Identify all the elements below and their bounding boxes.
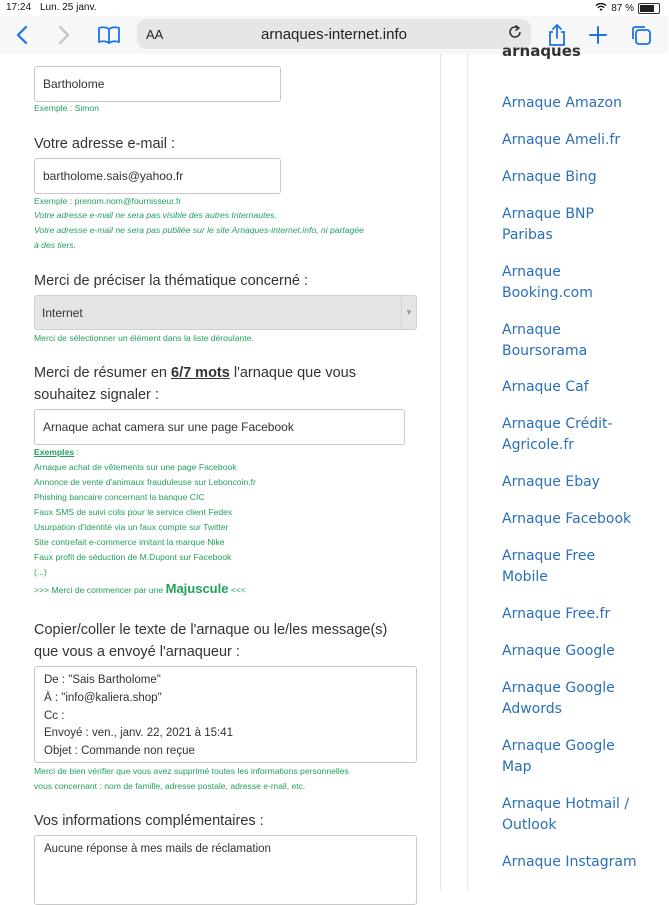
- back-button[interactable]: [10, 20, 34, 50]
- extra-info-textarea[interactable]: [34, 835, 417, 905]
- theme-hint: Merci de sélectionner un élément dans la liste déroulante.: [34, 333, 254, 343]
- sidebar-link[interactable]: Arnaque Caf: [502, 379, 589, 395]
- example-item: Annonce de vente d'animaux frauduleuse sur Leboncoin.fr: [34, 477, 256, 487]
- message-textarea[interactable]: [34, 666, 417, 763]
- status-right: [595, 2, 660, 15]
- sidebar-link[interactable]: Arnaque Free.fr: [502, 606, 611, 622]
- sidebar-heading: arnaques: [502, 42, 581, 60]
- sidebar-link[interactable]: Arnaque Hotmail / Outlook: [502, 796, 630, 833]
- status-time: 17:24: [6, 2, 32, 13]
- message-line: Objet : Commande non reçue: [44, 745, 195, 758]
- sidebar-link[interactable]: Arnaque Free Mobile: [502, 548, 596, 585]
- examples-title-text: Exemples: [34, 447, 75, 457]
- example-item: Site contrefait e-commerce imitant la marque Nike: [34, 537, 225, 547]
- summary-label-part2: l'arnaque que vous: [229, 365, 356, 381]
- example-item: Faux SMS de suivi colis pour le service client Fedex: [34, 507, 233, 517]
- summary-input[interactable]: Arnaque achat camera sur une page Facebook: [34, 409, 405, 445]
- forward-button[interactable]: [52, 20, 76, 50]
- email-hint-visibility: Votre adresse e-mail ne sera pas visible des autres Internautes.: [34, 210, 277, 220]
- plus-icon: [589, 26, 607, 44]
- email-hint-example: Exemple : prenom.nom@fournisseur.fr: [34, 196, 182, 206]
- sidebar-link[interactable]: Arnaque Instagram: [502, 854, 637, 870]
- majuscule-notice: [34, 582, 246, 598]
- summary-label-part1: Merci de résumer en: [34, 365, 171, 381]
- sidebar-link[interactable]: Arnaque Ebay: [502, 474, 600, 490]
- example-item: Faux profil de séduction de M.Dupont sur Facebook: [34, 552, 232, 562]
- chevron-left-icon: [16, 25, 28, 45]
- sidebar-link[interactable]: Arnaque Boursorama: [502, 322, 588, 359]
- text-size-button[interactable]: AA: [146, 27, 164, 42]
- battery-icon: [638, 3, 660, 14]
- theme-select-value: Internet: [42, 305, 83, 320]
- example-item: Usurpation d'identité via un faux compte sur Twitter: [34, 522, 229, 532]
- majuscule-word: Majuscule: [165, 581, 229, 596]
- sidebar-link[interactable]: Arnaque Google Map: [502, 738, 615, 775]
- address-bar[interactable]: [137, 19, 531, 49]
- example-item: Arnaque achat de vêtements sur une page Facebook: [34, 462, 237, 472]
- new-tab-button[interactable]: [586, 20, 610, 50]
- email-input[interactable]: bartholome.sais@yahoo.fr: [34, 158, 281, 194]
- sidebar-link[interactable]: Arnaque Google: [502, 643, 615, 659]
- name-hint: Exemple : Simon: [34, 103, 99, 113]
- sidebar-link[interactable]: Arnaque Google Adwords: [502, 680, 615, 717]
- sidebar-link[interactable]: Arnaque Ameli.fr: [502, 132, 621, 148]
- message-line: Cc :: [44, 709, 65, 722]
- chevron-down-icon: ▼: [401, 296, 416, 329]
- sidebar: [467, 42, 669, 890]
- summary-label: [34, 362, 356, 384]
- message-label: Copier/coller le texte de l'arnaque ou le/les message(s): [34, 622, 388, 638]
- name-input[interactable]: Bartholome: [34, 66, 281, 102]
- message-line: De : "Sais Bartholome": [44, 674, 161, 686]
- message-line: Envoyé : ven., janv. 22, 2021 à 15:41: [44, 727, 234, 740]
- theme-label: Merci de préciser la thématique concerné :: [34, 273, 309, 289]
- sidebar-link[interactable]: Arnaque BNP Paribas: [502, 206, 594, 243]
- message-label-line2: que vous a envoyé l'arnaqueur :: [34, 644, 240, 660]
- extra-info-label: Vos informations complémentaires :: [34, 813, 264, 829]
- chevron-right-icon: [58, 25, 70, 45]
- sidebar-link[interactable]: Arnaque Booking.com: [502, 264, 593, 301]
- email-hint-privacy-cont: à des tiers.: [34, 240, 77, 250]
- examples-title-colon: :: [74, 447, 79, 457]
- examples-title: [34, 445, 79, 460]
- message-line: À : "info@kaliera.shop": [44, 691, 162, 704]
- tabs-button[interactable]: [628, 20, 654, 50]
- majuscule-suffix: <<<: [228, 585, 246, 595]
- summary-label-bold: 6/7 mots: [171, 365, 230, 381]
- summary-label-line2: souhaitez signaler :: [34, 387, 159, 403]
- main-content: [0, 54, 441, 890]
- theme-select[interactable]: [34, 295, 417, 330]
- sidebar-link[interactable]: Arnaque Crédit-Agricole.fr: [502, 416, 613, 453]
- status-date: Lun. 25 janv.: [40, 2, 97, 13]
- email-label: Votre adresse e-mail :: [34, 136, 176, 152]
- url-text[interactable]: arnaques-internet.info: [261, 26, 407, 43]
- status-bar: [0, 0, 668, 16]
- sidebar-link[interactable]: Arnaque Bing: [502, 169, 597, 185]
- extra-info-value: Aucune réponse à mes mails de réclamation: [44, 843, 271, 855]
- wifi-icon: [595, 2, 607, 15]
- example-item: Phishing bancaire concernant la banque CIC: [34, 492, 205, 502]
- sidebar-link[interactable]: Arnaque Amazon: [502, 95, 622, 111]
- bookmarks-button[interactable]: [96, 20, 122, 50]
- book-icon: [97, 25, 121, 45]
- majuscule-prefix: >>> Merci de commencer par une: [34, 585, 166, 595]
- message-hint: Merci de bien vérifier que vous avez supprimé toutes les informations personnelles: [34, 766, 349, 776]
- email-hint-privacy: Votre adresse e-mail ne sera pas publiée sur le site Arnaques-internet.info, ni partagée: [34, 225, 364, 235]
- battery-percent: 87 %: [611, 3, 634, 14]
- tabs-icon: [630, 24, 652, 46]
- message-hint-line2: vous concernant : nom de famille, adresse postale, adresse e-mail, etc.: [34, 781, 306, 791]
- example-item: (...): [34, 567, 47, 577]
- sidebar-link[interactable]: Arnaque Facebook: [502, 511, 632, 527]
